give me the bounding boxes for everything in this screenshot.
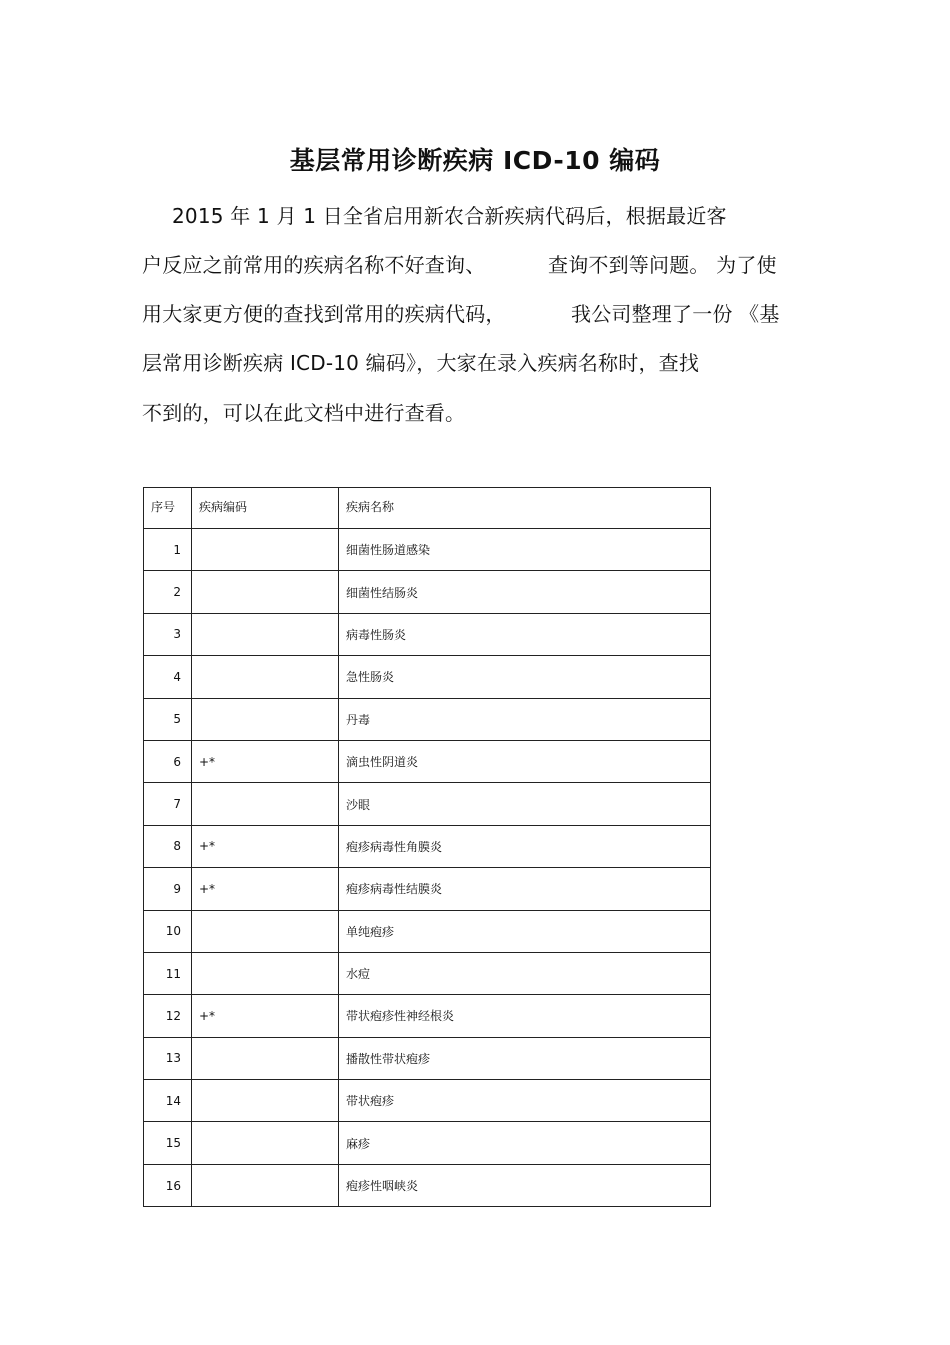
intro-line-4 bbox=[142, 348, 699, 378]
cell-disease-code bbox=[192, 698, 339, 740]
cell-disease-code: +* bbox=[192, 868, 339, 910]
intro-line-1 bbox=[172, 201, 727, 231]
header-disease-code: 疾病编码 bbox=[192, 488, 339, 529]
header-serial-number: 序号 bbox=[144, 488, 192, 529]
cell-serial-number: 8 bbox=[144, 825, 192, 867]
cell-disease-code bbox=[192, 783, 339, 825]
cell-disease-name: 播散性带状疱疹 bbox=[339, 1037, 711, 1079]
intro-line-2-text-a: 户反应之前常用的疾病名称不好查询、 bbox=[142, 253, 486, 277]
cell-disease-name: 疱疹病毒性结膜炎 bbox=[339, 868, 711, 910]
cell-disease-code bbox=[192, 1080, 339, 1122]
table-row bbox=[144, 910, 711, 952]
table-row bbox=[144, 825, 711, 867]
cell-disease-code bbox=[192, 1122, 339, 1164]
cell-disease-code bbox=[192, 952, 339, 994]
intro-line-4-text: 层常用诊断疾病 ICD-10 编码》，大家在录入疾病名称时，查找 bbox=[142, 351, 700, 375]
cell-disease-name: 水痘 bbox=[339, 952, 711, 994]
cell-disease-name: 沙眼 bbox=[339, 783, 711, 825]
cell-disease-name: 丹毒 bbox=[339, 698, 711, 740]
cell-serial-number: 11 bbox=[144, 952, 192, 994]
cell-serial-number: 2 bbox=[144, 571, 192, 613]
cell-disease-code bbox=[192, 910, 339, 952]
cell-serial-number: 3 bbox=[144, 613, 192, 655]
cell-serial-number: 5 bbox=[144, 698, 192, 740]
cell-serial-number: 1 bbox=[144, 529, 192, 571]
table-row bbox=[144, 571, 711, 613]
intro-line-2-text-b: 查询不到等问题。 为了使 bbox=[548, 253, 777, 277]
cell-disease-code: +* bbox=[192, 995, 339, 1037]
cell-serial-number: 4 bbox=[144, 656, 192, 698]
intro-line-3-text-a: 用大家更方便的查找到常用的疾病代码， bbox=[142, 302, 506, 326]
cell-serial-number: 13 bbox=[144, 1037, 192, 1079]
cell-disease-code bbox=[192, 613, 339, 655]
table-row bbox=[144, 1080, 711, 1122]
cell-disease-code bbox=[192, 1037, 339, 1079]
intro-line-5 bbox=[142, 398, 465, 428]
cell-disease-name: 细菌性肠道感染 bbox=[339, 529, 711, 571]
table-row bbox=[144, 868, 711, 910]
header-disease-name: 疾病名称 bbox=[339, 488, 711, 529]
intro-line-3-text-b: 我公司整理了一份 《基 bbox=[571, 302, 780, 326]
icd-code-table-container bbox=[143, 487, 711, 1207]
icd-code-table bbox=[143, 487, 711, 1207]
cell-disease-code bbox=[192, 571, 339, 613]
cell-disease-name: 带状疱疹性神经根炎 bbox=[339, 995, 711, 1037]
table-row bbox=[144, 613, 711, 655]
table-row bbox=[144, 783, 711, 825]
cell-disease-code bbox=[192, 529, 339, 571]
table-row bbox=[144, 740, 711, 782]
cell-disease-code: +* bbox=[192, 825, 339, 867]
table-row bbox=[144, 1122, 711, 1164]
cell-disease-name: 带状疱疹 bbox=[339, 1080, 711, 1122]
table-header-row bbox=[144, 488, 711, 529]
cell-serial-number: 12 bbox=[144, 995, 192, 1037]
table-row bbox=[144, 952, 711, 994]
cell-serial-number: 16 bbox=[144, 1164, 192, 1206]
cell-disease-name: 滴虫性阴道炎 bbox=[339, 740, 711, 782]
cell-disease-code bbox=[192, 656, 339, 698]
table-row bbox=[144, 995, 711, 1037]
intro-line-5-text: 不到的，可以在此文档中进行查看。 bbox=[142, 401, 466, 425]
cell-serial-number: 6 bbox=[144, 740, 192, 782]
table-row bbox=[144, 1164, 711, 1206]
table-row bbox=[144, 698, 711, 740]
cell-disease-code: +* bbox=[192, 740, 339, 782]
cell-disease-name: 病毒性肠炎 bbox=[339, 613, 711, 655]
cell-disease-name: 疱疹性咽峡炎 bbox=[339, 1164, 711, 1206]
table-row bbox=[144, 656, 711, 698]
intro-line-2 bbox=[142, 250, 777, 280]
page-title: 基层常用诊断疾病 ICD-10 编码 bbox=[289, 145, 661, 175]
cell-disease-name: 细菌性结肠炎 bbox=[339, 571, 711, 613]
cell-disease-code bbox=[192, 1164, 339, 1206]
cell-disease-name: 急性肠炎 bbox=[339, 656, 711, 698]
table-row bbox=[144, 1037, 711, 1079]
cell-serial-number: 9 bbox=[144, 868, 192, 910]
cell-disease-name: 麻疹 bbox=[339, 1122, 711, 1164]
cell-serial-number: 7 bbox=[144, 783, 192, 825]
cell-serial-number: 10 bbox=[144, 910, 192, 952]
cell-serial-number: 15 bbox=[144, 1122, 192, 1164]
intro-line-1-text: 2015 年 1 月 1 日全省启用新农合新疾病代码后，根据最近客 bbox=[172, 204, 727, 228]
table-row bbox=[144, 529, 711, 571]
intro-line-3 bbox=[142, 299, 780, 329]
cell-serial-number: 14 bbox=[144, 1080, 192, 1122]
cell-disease-name: 疱疹病毒性角膜炎 bbox=[339, 825, 711, 867]
cell-disease-name: 单纯疱疹 bbox=[339, 910, 711, 952]
